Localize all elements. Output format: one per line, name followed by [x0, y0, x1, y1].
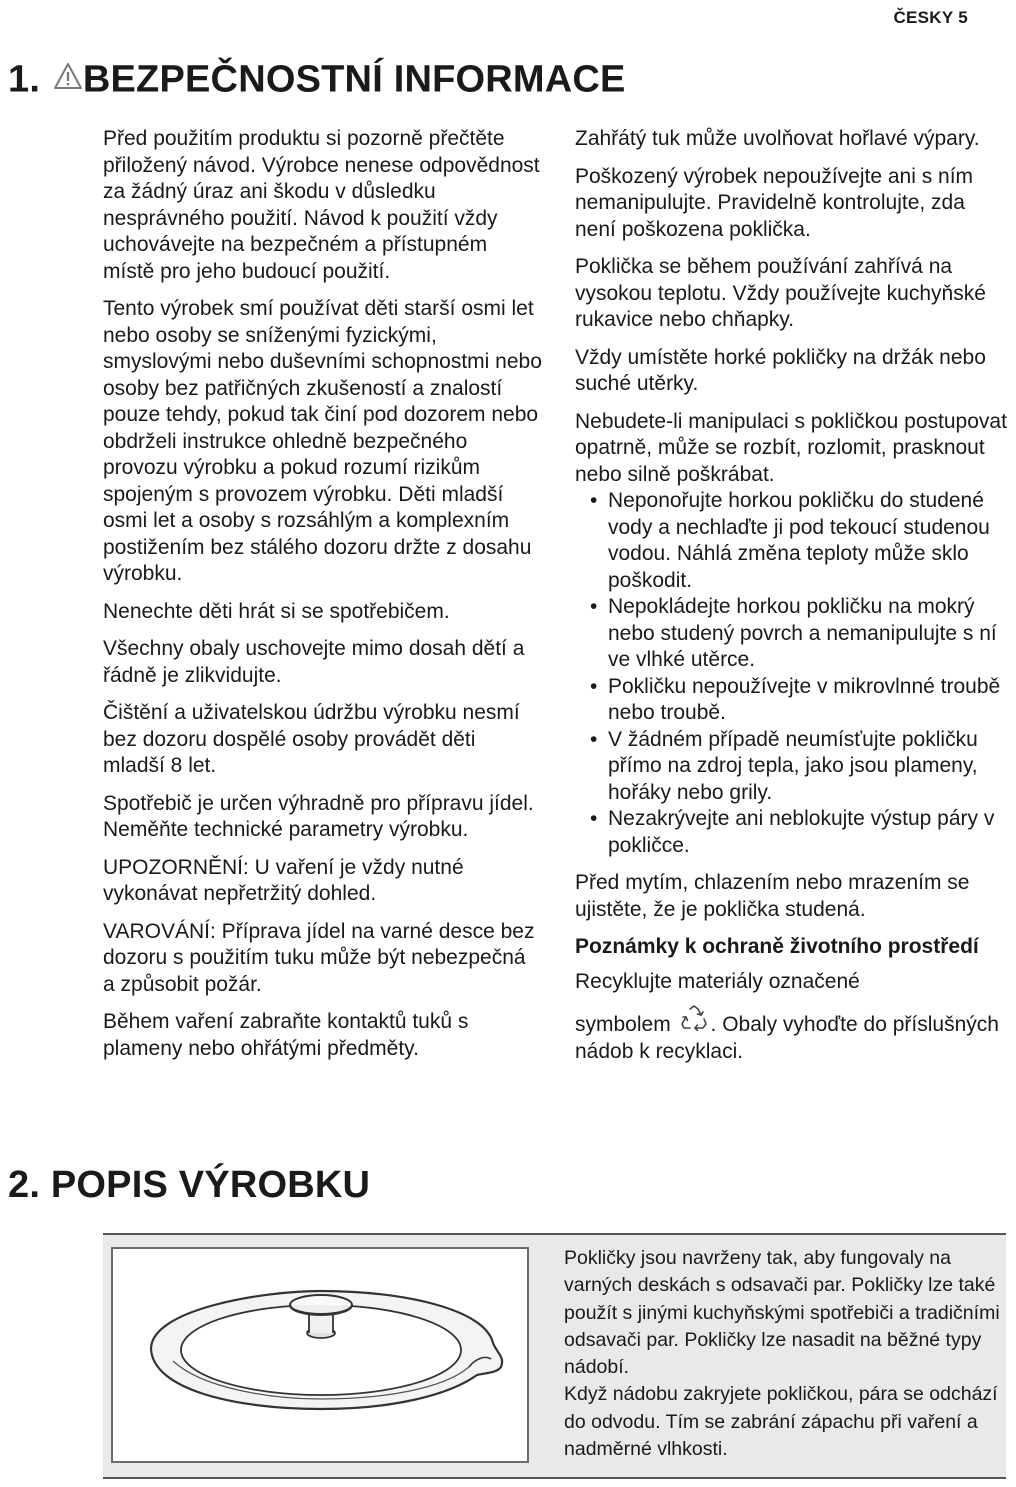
safety-bullet-list	[575, 488, 1011, 859]
paragraph: VAROVÁNÍ: Příprava jídel na varné desce bez dozoru s použitím tuku může být nebezpečná a způsobit požár.	[103, 919, 535, 996]
paragraph: Čištění a uživatelskou údržbu výrobku nesmí bez dozoru dospělé osoby provádět děti mladší 8 let.	[103, 701, 520, 777]
section-1-title: BEZPEČNOSTNÍ INFORMACE	[82, 58, 626, 101]
paragraph: Nebudete-li manipulaci s pokličkou postupovat opatrně, může se rozbít, rozlomit, prasknout nebo silně poškrábat.	[575, 409, 1007, 486]
product-description-text	[564, 1245, 1002, 1463]
section-2-title: POPIS VÝROBKU	[50, 1164, 371, 1206]
symbol-line	[575, 1005, 1011, 1065]
paragraph: Během vaření zabraňte kontaktů tuků s plameny nebo ohřátými předměty.	[103, 1010, 469, 1060]
section-2-heading	[8, 1164, 370, 1207]
paragraph: Před mytím, chlazením nebo mrazením se ujistěte, že je poklička studená.	[575, 871, 970, 921]
page-label: ČESKY 5	[893, 8, 968, 27]
paragraph: Zahřátý tuk může uvolňovat hořlavé výpary.	[575, 127, 980, 150]
list-item: • Nezakrývejte ani neblokujte výstup páry v pokličce.	[575, 806, 1011, 859]
recycle-icon	[679, 1005, 709, 1039]
warning-triangle-icon	[53, 58, 83, 101]
section-2-number: 2.	[8, 1164, 41, 1206]
paragraph: Poškozený výrobek nepoužívejte ani s ním nemanipulujte. Pravidelně kontrolujte, zda není poškozena poklička.	[575, 164, 974, 241]
paragraph: Vždy umístěte horké pokličky na držák nebo suché utěrky.	[575, 345, 986, 395]
section-1-number: 1.	[8, 58, 41, 101]
paragraph: Spotřebič je určen výhradně pro přípravu jídel. Neměňte technické parametry výrobku.	[103, 791, 534, 841]
environment-text-symbol: symbolem	[575, 1013, 671, 1036]
product-description-box	[103, 1233, 1006, 1479]
safety-right-column	[575, 126, 1011, 1076]
list-item: • Pokličku nepoužívejte v mikrovlnné troubě nebo troubě.	[575, 674, 1011, 727]
paragraph: Před použitím produktu si pozorně přečtěte přiložený návod. Výrobce nenese odpovědnost za žádný úraz ani škodu v důsledku nesprávného použití. Návod k použití vždy uchovávejte na bezpečném a přístupném místě pro jeho budoucí použití.	[103, 127, 540, 283]
list-item: • Neponořujte horkou pokličku do studené vody a nechlaďte ji pod tekoucí studenou vodou. Náhlá změna teploty může sklo poškodit.	[575, 488, 1011, 594]
environment-text	[575, 969, 1011, 1066]
environment-text-start: Recyklujte materiály označené	[575, 969, 860, 993]
paragraph: Poklička se během používání zahřívá na vysokou teplotu. Vždy používejte kuchyňské rukavice nebo chňapky.	[575, 255, 986, 331]
paragraph: Všechny obaly uschovejte mimo dosah dětí a řádně je zlikvidujte.	[103, 637, 525, 687]
list-item: • Nepokládejte horkou pokličku na mokrý nebo studený povrch a nemanipulujte s ní ve vlhké utěrce.	[575, 594, 1011, 674]
product-figure	[111, 1247, 529, 1463]
section-1-heading	[8, 58, 626, 105]
environment-text-end: . Obaly vyhoďte do příslušných nádob k recyklaci.	[575, 1013, 999, 1063]
paragraph: Když nádobu zakryjete pokličkou, pára se odchází do odvodu. Tím se zabrání zápachu při vaření a nadměrné vlhkosti.	[564, 1383, 998, 1461]
paragraph: Tento výrobek smí používat děti starší osmi let nebo osoby se sníženými fyzickými, smyslovými nebo duševními schopnostmi nebo osoby bez patřičných zkušeností a znalostí pouze tehdy, pokud tak činí pod dozorem nebo obdrželi instrukce ohledně bezpečného provozu výrobku a pokud rozumí rizikům spojeným s provozem výrobku. Děti mladší osmi let a osoby s rozsáhlým a komplexním postižením bez stálého dozoru držte z dosahu výrobku.	[103, 297, 542, 585]
safety-left-column	[103, 126, 543, 1073]
paragraph: UPOZORNĚNÍ: U vaření je vždy nutné vykonávat nepřetržitý dohled.	[103, 855, 464, 905]
environment-title: Poznámky k ochraně životního prostředí	[575, 935, 979, 958]
list-item: • V žádném případě neumísťujte pokličku přímo na zdroj tepla, jako jsou plameny, hořáky nebo grily.	[575, 727, 1011, 807]
paragraph: Nenechte děti hrát si se spotřebičem.	[103, 599, 450, 623]
paragraph: Pokličky jsou navrženy tak, aby fungovaly na varných deskách s odsavači par. Pokličky lze také použít s jinými kuchyňskými spotřebiči a tradičními odsavači par. Pokličky lze nasadit na běžné typy nádobí.	[564, 1247, 1000, 1379]
pot-lid-illustration	[113, 1249, 527, 1461]
